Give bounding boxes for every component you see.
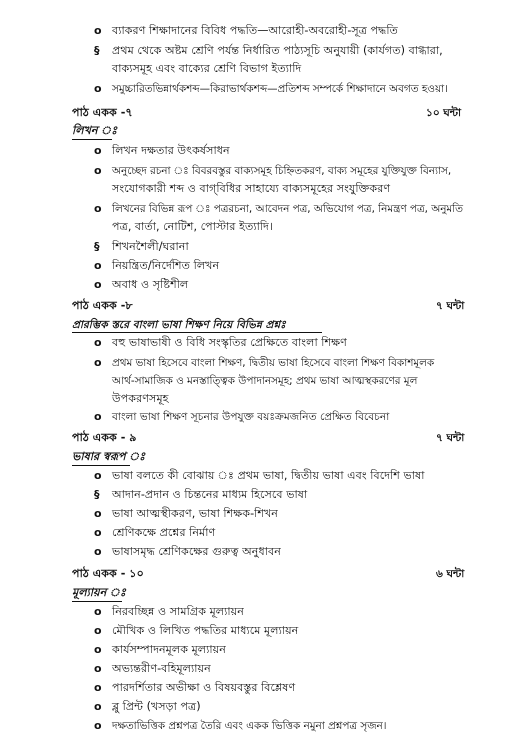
unit-hours: ৭ ঘন্টা	[436, 300, 465, 312]
bullet-icon	[94, 719, 102, 733]
list-item-continued: পত্র, বার্তা, নোটিশ, পোস্টার ইত্যাদি।	[112, 220, 273, 233]
bullet-icon	[94, 82, 102, 96]
list-item: শ্রেণিকক্ষে প্রশ্নের নির্মাণ	[112, 526, 216, 539]
unit-hours: ৬ ঘন্টা	[436, 568, 465, 580]
section-title: মূল্যায়ন ঃ	[72, 586, 126, 599]
list-item: অবাধ ও সৃষ্টিশীল	[112, 278, 189, 291]
list-item-continued: আর্থ-সামাজিক ও মনস্তাত্ত্বিক উপাদানসমূহ; প্রথম ভাষা আত্মস্থকরণের মূল	[112, 375, 418, 387]
bullet-icon	[94, 700, 102, 714]
list-item: পারদর্শিতার অভীক্ষা ও বিষয়বস্তুর বিশ্লেষণ	[112, 681, 296, 694]
bullet-icon: §	[94, 44, 100, 57]
unit-label: পাঠ একক - ৯	[72, 431, 137, 444]
bullet-icon	[94, 624, 102, 638]
list-item: শিখনশৈলী/ঘরানা	[112, 240, 189, 253]
bullet-icon	[94, 469, 102, 483]
bullet-icon	[94, 643, 102, 657]
list-item-continued: সংযোগকারী শব্দ ও বাগ্‌বিধির সাহায্যে বাক্যসমূহের সংযুক্তিকরণ	[112, 182, 391, 195]
bullet-icon	[94, 545, 102, 559]
unit-hours: ১০ ঘন্টা	[426, 107, 462, 119]
list-item: ভাষা বলতে কী বোঝায় ঃ প্রথম ভাষা, দ্বিতীয় ভাষা এবং বিদেশি ভাষা	[112, 469, 425, 482]
list-item: দক্ষতাভিত্তিক প্রশ্নপত্র তৈরি এবং একক ভিত্তিক নমুনা প্রশ্নপত্র সৃজন।	[112, 720, 387, 732]
section-title: লিখন ঃ	[72, 124, 118, 137]
list-item: মৌখিক ও লিখিত পদ্ধতির মাধ্যমে মূল্যায়ন	[112, 624, 299, 637]
list-item: লিখন দক্ষতার উৎকর্ষসাধন	[112, 144, 230, 157]
list-item: ব্লু প্রিন্ট (খসড়া পত্র)	[112, 700, 201, 713]
list-item: নিরবচ্ছিন্ন ও সামগ্রিক মূল্যায়ন	[112, 605, 244, 618]
unit-label: পাঠ একক - ১০	[72, 567, 144, 580]
bullet-icon	[94, 164, 102, 178]
bullet-icon	[94, 356, 102, 370]
unit-label: পাঠ একক -৭	[72, 106, 133, 119]
bullet-icon	[94, 410, 102, 424]
list-item: বহু ভাষাভাষী ও বিধি সংস্কৃতির প্রেক্ষিতে বাংলা শিক্ষণ	[112, 336, 347, 349]
list-item: অনুচ্ছেদ রচনা ঃ বিবরবস্তুর বাক্যসমূহ চিহ্নিতকরণ, বাক্য সমূহের যুক্তিযুক্ত বিন্যাস,	[112, 165, 452, 177]
bullet-icon	[94, 681, 102, 695]
list-item: কার্যসম্পাদনমূলক মূল্যায়ন	[112, 643, 226, 656]
list-item: প্রথম ভাষা হিসেবে বাংলা শিক্ষণ, দ্বিতীয় ভাষা হিসেবে বাংলা শিক্ষণ বিকাশমূলক	[112, 357, 435, 369]
title-underline	[72, 465, 130, 466]
list-item: লিখনের বিভিন্ন রূপ ঃ পত্ররচনা, আবেদন পত্র, অভিযোগ পত্র, নিমন্ত্রণ পত্র, অনুমতি	[112, 203, 463, 215]
list-item-continued: বাক্যসমূহ এবং বাক্যের শ্রেণি বিভাগ ইত্যাদি	[112, 62, 302, 75]
title-underline	[72, 601, 122, 602]
list-item: ভাষাসমৃদ্ধ শ্রেণিকক্ষের গুরুত্ব অনুধাবন	[112, 545, 281, 558]
bullet-icon	[94, 278, 102, 292]
bullet-icon	[94, 507, 102, 521]
list-item: নিয়ন্ত্রিত/নির্দেশিত লিখন	[112, 259, 220, 272]
title-underline	[72, 139, 112, 140]
bullet-icon	[94, 526, 102, 540]
bullet-icon	[94, 662, 102, 676]
list-item: ভাষা আত্মস্থীকরণ, ভাষা শিক্ষক-শিখন	[112, 507, 278, 520]
list-item-continued: উপকরণসমূহ	[112, 392, 169, 405]
section-title: প্রারম্ভিক স্তরে বাংলা ভাষা শিক্ষণ নিয়ে বিভিন্ন প্রশ্নঃ	[72, 319, 286, 331]
bullet-icon	[94, 336, 102, 350]
list-item: সমুচ্চারিতভিন্নার্থকশব্দ—কিরাভার্থকশব্দ—প্রতিশব্দ সম্পর্কে শিক্ষাদানে অবগত হওয়া।	[112, 83, 448, 95]
list-item: আদান-প্রদান ও চিন্তনের মাধ্যম হিসেবে ভাষা	[112, 488, 308, 501]
list-item: অভ্যন্তরীণ-বহিমূল্যায়ন	[112, 662, 211, 675]
bullet-icon	[94, 259, 102, 273]
list-item: বাংলা ভাষা শিক্ষণ সূচনার উপযুক্ত বয়ঃক্রমজনিত প্রেক্ষিত বিবেচনা	[112, 411, 390, 423]
unit-hours: ৭ ঘন্টা	[436, 432, 465, 444]
bullet-icon: §	[94, 240, 100, 253]
bullet-icon	[94, 144, 102, 158]
bullet-icon	[94, 202, 102, 216]
list-item: ব্যাকরণ শিক্ষাদানের বিবিধ পদ্ধতি—আরোহী-অবরোহী-সূত্র পদ্ধতি	[112, 24, 398, 37]
title-underline	[72, 332, 322, 333]
section-title: ভাষার স্বরূপ ঃ	[72, 450, 146, 463]
bullet-icon	[94, 605, 102, 619]
unit-label: পাঠ একক -৮	[72, 299, 133, 312]
list-item: প্রথম থেকে অষ্টম শ্রেণি পর্যন্ত নির্ধারিত পাঠ্যসূচি অনুযায়ী (কার্যগত) বাগ্ধারা,	[112, 44, 443, 57]
bullet-icon: §	[94, 488, 100, 501]
bullet-icon	[94, 24, 102, 38]
